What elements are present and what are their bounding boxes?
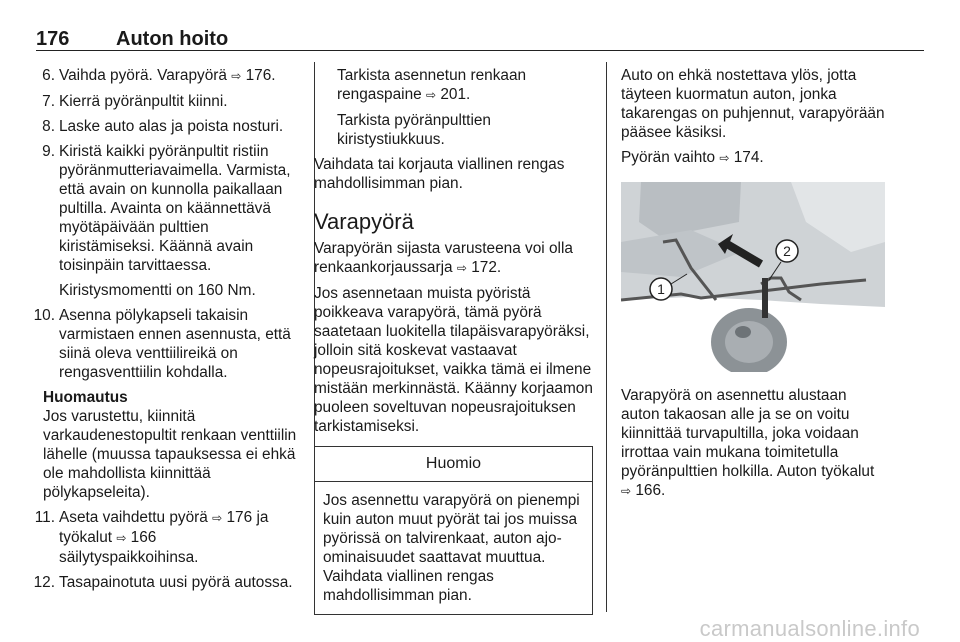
paragraph: Varapyörän sijasta varusteena voi olla renkaankorjaussarja ⇨ 172. bbox=[314, 240, 573, 276]
ref-arrow-icon: ⇨ bbox=[719, 151, 730, 165]
list-item: 10. Asenna pölykapseli takaisin varmistaen ennen asennusta, että siinä oleva venttiilireikä on rengasventtiilin kohdalla. bbox=[33, 307, 291, 381]
list-item: Tarkista asennetun renkaan rengaspaine ⇨ 201. bbox=[337, 67, 527, 103]
note-title: Huomautus bbox=[43, 389, 128, 406]
ref-arrow-icon: ⇨ bbox=[456, 261, 467, 275]
ref-arrow-icon: ⇨ bbox=[212, 511, 223, 525]
page-ref-link[interactable]: 174 bbox=[733, 149, 760, 166]
securing-bolt bbox=[762, 278, 768, 318]
column-divider-2 bbox=[606, 62, 607, 612]
caution-box bbox=[314, 446, 593, 615]
list-item: 11. Aseta vaihdettu pyörä ⇨ 176 ja työkalut ⇨ 166 säilytyspaikkoihinsa. bbox=[34, 509, 269, 566]
page-title: Auton hoito bbox=[116, 28, 229, 50]
page-ref-link[interactable]: 201 bbox=[440, 86, 467, 103]
page-header bbox=[36, 28, 228, 50]
spare-wheel-hub bbox=[735, 326, 751, 338]
spare-wheel-illustration bbox=[621, 182, 885, 372]
page-ref-link[interactable]: 166 bbox=[635, 482, 662, 499]
ref-arrow-icon: ⇨ bbox=[621, 484, 632, 498]
callout-1: 1 bbox=[657, 281, 665, 297]
spare-wheel-drawing bbox=[621, 182, 885, 372]
column-2 bbox=[314, 66, 593, 615]
paragraph: Varapyörä on asennettu alustaan auton takaosan alle ja se on voitu kiinnittää turvapultilla, joka voidaan irrottaa vain mukana toimitetulla pyöränpulttien holkilla. Auton työkalut ⇨ 166. bbox=[621, 387, 875, 499]
list-item: 7. Kierrä pyöränpultit kiinni. bbox=[42, 93, 228, 110]
paragraph: Vaihdata tai korjauta viallinen rengas mahdollisimman pian. bbox=[314, 156, 565, 192]
ref-arrow-icon: ⇨ bbox=[426, 88, 437, 102]
page-ref-link[interactable]: 166 bbox=[130, 529, 157, 546]
steps-list-2 bbox=[33, 508, 300, 592]
ref-arrow-icon: ⇨ bbox=[231, 69, 242, 83]
column-3 bbox=[621, 66, 886, 507]
note-text: Jos varustettu, kiinnitä varkaudenestopultit renkaan venttiilin lähelle (muussa tapauksessa ei ehkä ole mahdollista kiinnittää pölykapseleita). bbox=[43, 408, 297, 501]
spare-wheel-rim bbox=[725, 321, 773, 363]
column-1 bbox=[33, 66, 300, 598]
note-block bbox=[43, 388, 300, 502]
page-ref-link[interactable]: 172 bbox=[471, 259, 497, 276]
list-item: 12. Tasapainotuta uusi pyörä autossa. bbox=[33, 574, 293, 591]
steps-list bbox=[33, 66, 300, 382]
ref-arrow-icon: ⇨ bbox=[116, 531, 127, 545]
list-item: Kiristysmomentti on 160 Nm. bbox=[59, 282, 256, 299]
list-item: 6. Vaihda pyörä. Varapyörä ⇨ 176. bbox=[42, 67, 276, 84]
list-item: 8. Laske auto alas ja poista nosturi. bbox=[42, 118, 284, 135]
list-item: 9. Kiristä kaikki pyöränpultit ristiin pyöränmutteriavaimella. Varmista, että avain on kunnolla paikallaan pultilla. Avainta on käännettävä myötäpäivään pulttien kiristämiseksi. Käännä avain toisinpäin tarvittaessa. bbox=[42, 143, 291, 274]
list-item: Tarkista pyöränpulttien kiristystiukkuus. bbox=[337, 112, 491, 148]
paragraph: Auto on ehkä nostettava ylös, jotta täyteen kuormatun auton, jonka takarengas on puhjennut, varapyörään pääsee käsiksi. bbox=[621, 67, 885, 141]
paragraph: Pyörän vaihto ⇨ 174. bbox=[621, 149, 764, 166]
section-title: Varapyörä bbox=[314, 209, 414, 234]
page-ref-link[interactable]: 176 bbox=[226, 509, 253, 526]
check-list bbox=[314, 66, 593, 149]
page-ref-link[interactable]: 176 bbox=[245, 67, 272, 84]
callout-2: 2 bbox=[783, 243, 791, 259]
watermark: carmanualsonline.info bbox=[699, 616, 920, 641]
caution-title: Huomio bbox=[315, 447, 592, 482]
header-rule bbox=[36, 50, 924, 51]
page-number: 176 bbox=[36, 28, 70, 50]
caution-text: Jos asennettu varapyörä on pienempi kuin auton muut pyörät tai jos muissa pyörissä on talvirenkaat, auton ajo-ominaisuudet saattavat muuttua. Vaihdata viallinen rengas mahdollisimman pian. bbox=[323, 492, 580, 604]
paragraph: Jos asennetaan muista pyöristä poikkeava varapyörä, tämä pyörä saatetaan luokitella tilapäisvarapyöräksi, jolloin sitä koskevat vastaavat nopeusrajoitukset, vaikka tämä ei ilmene mistään merkinnästä. Käänny korjaamon puoleen soveltuvan nopeusrajoituksen tarkistamiseksi. bbox=[314, 285, 593, 435]
